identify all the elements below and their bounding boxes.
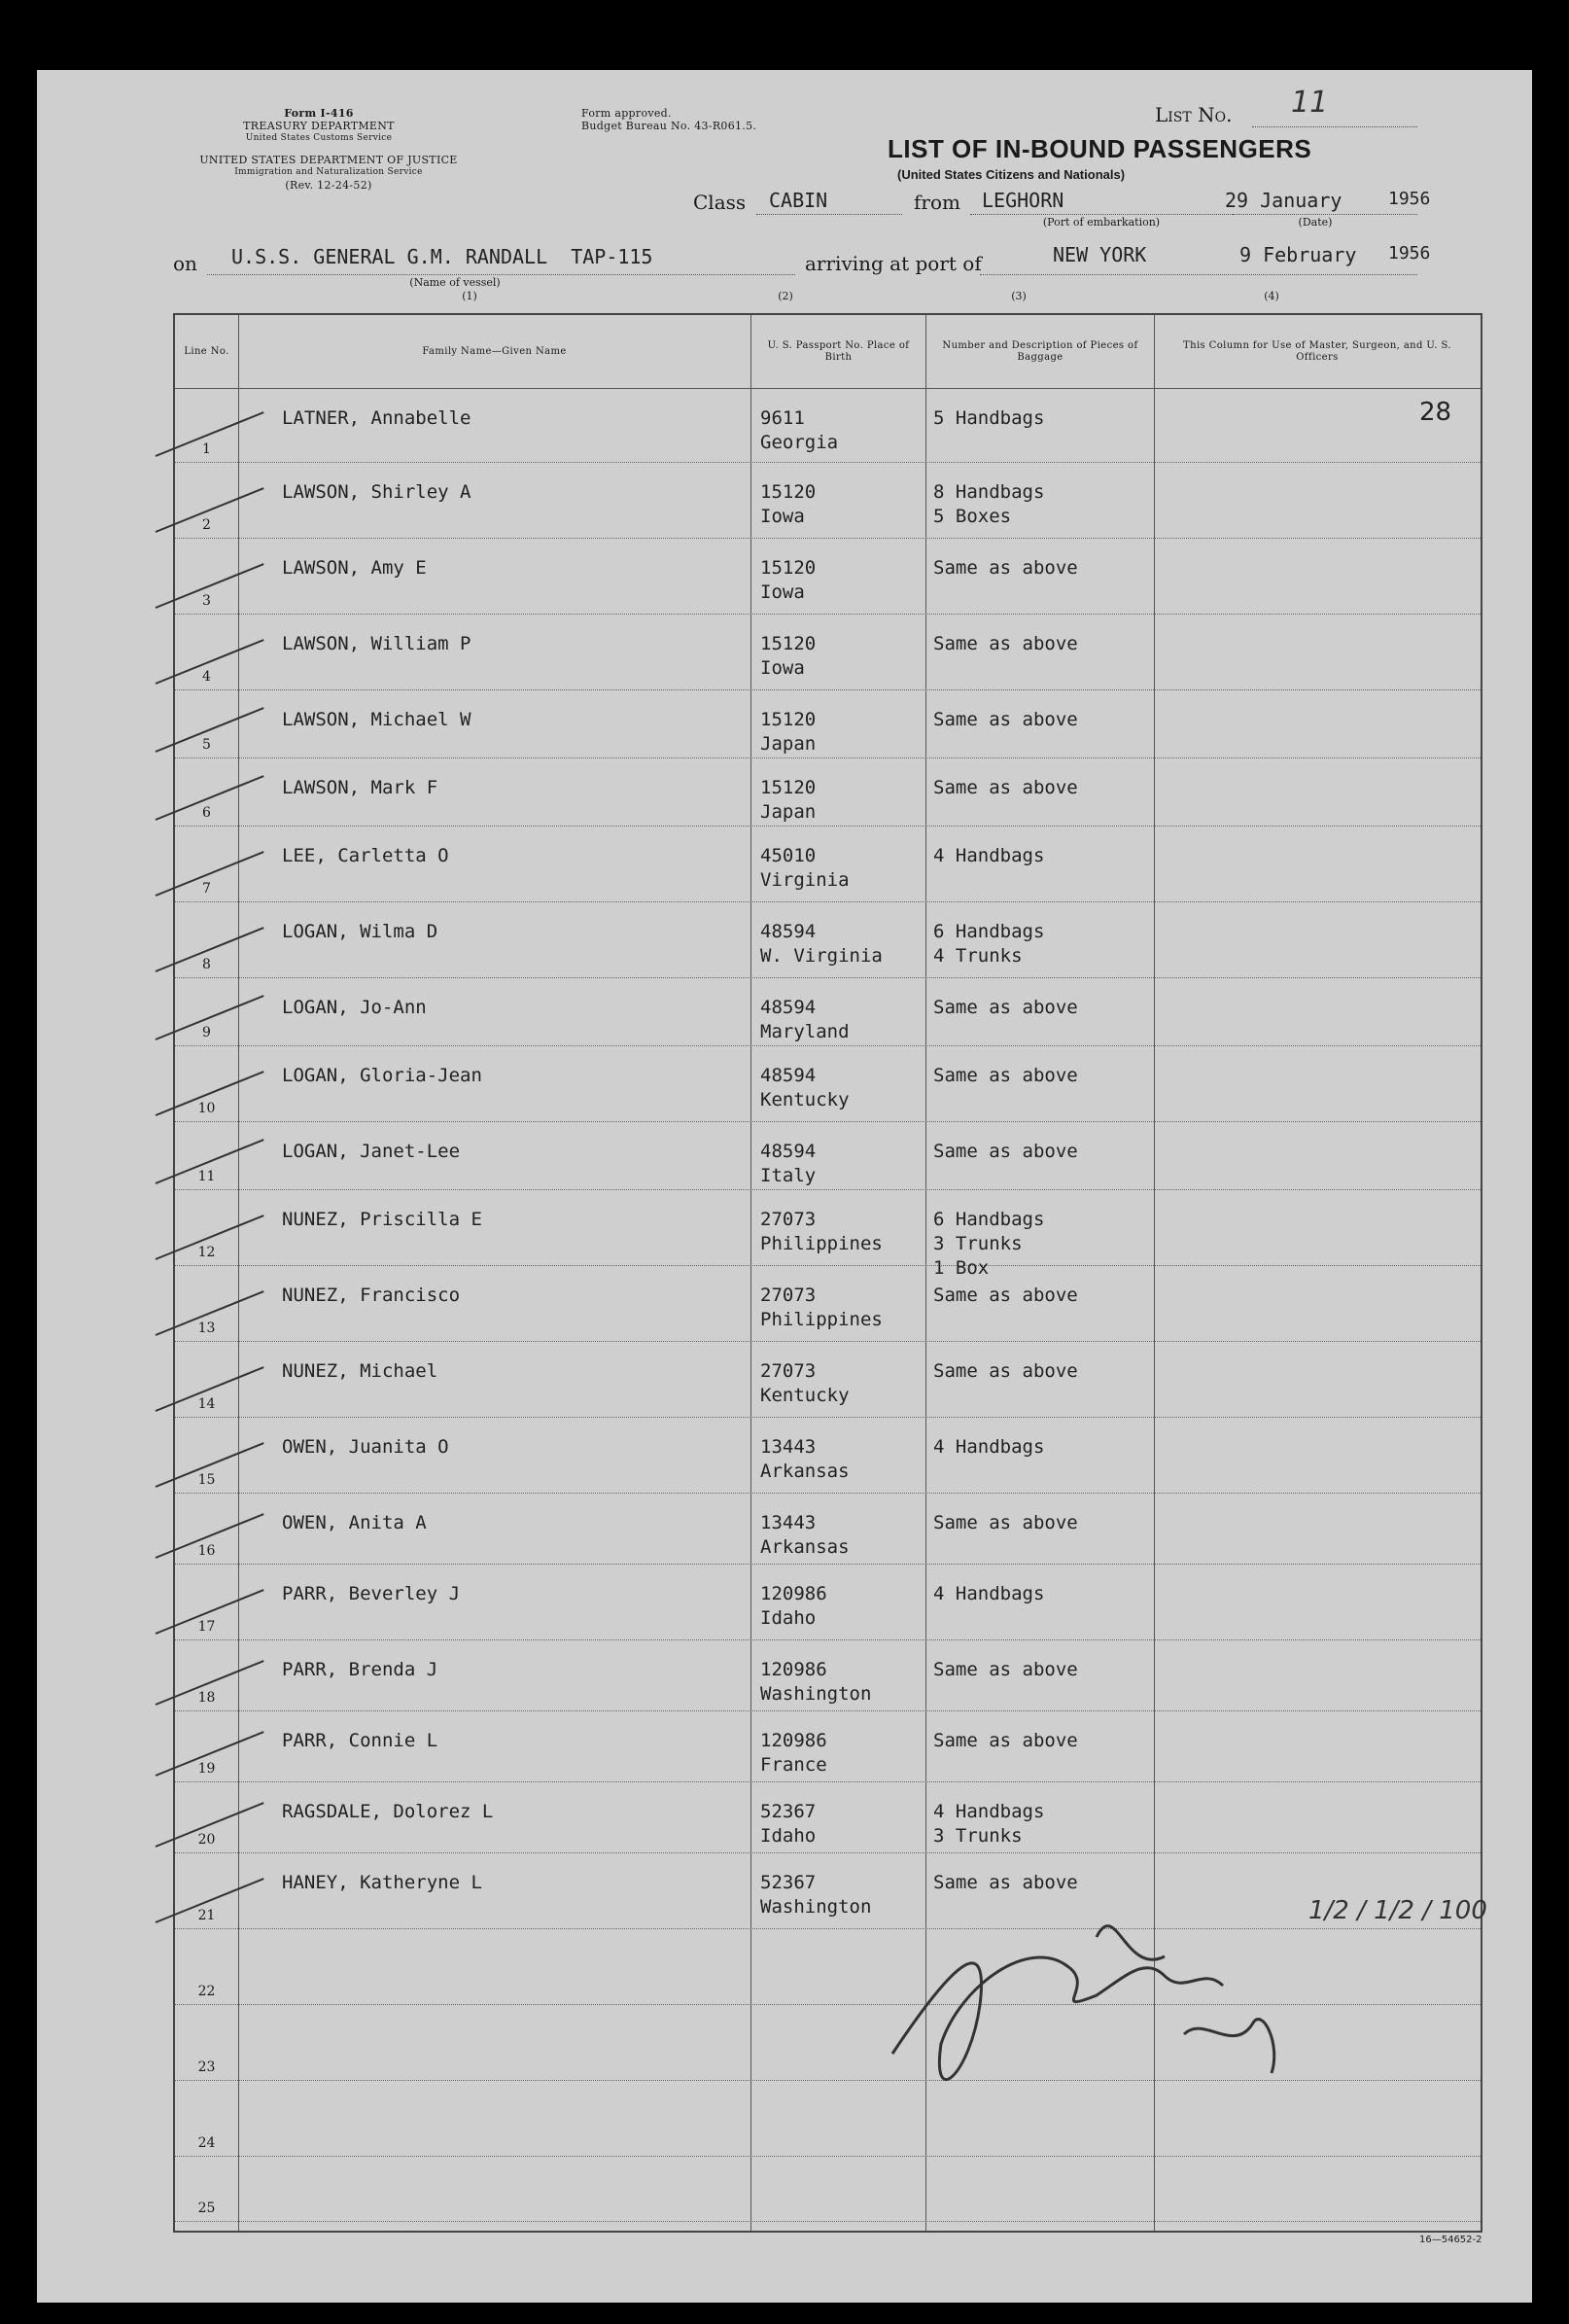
baggage-description: 4 Handbags	[933, 1436, 1045, 1458]
passport-number: 27073	[760, 1360, 817, 1382]
date-caption: (Date)	[1298, 216, 1333, 229]
vessel-caption: (Name of vessel)	[409, 276, 501, 289]
place-of-birth: Washington	[760, 1896, 872, 1918]
baggage-description: Same as above	[933, 1360, 1078, 1382]
line-number: 2	[202, 517, 211, 533]
place-of-birth: Kentucky	[760, 1089, 850, 1110]
passenger-name: OWEN, Juanita O	[282, 1436, 449, 1458]
table-row	[175, 1494, 1481, 1565]
baggage-description: Same as above	[933, 1141, 1078, 1162]
passenger-name: PARR, Brenda J	[282, 1659, 438, 1680]
baggage-description: Same as above	[933, 1659, 1078, 1680]
place-of-birth: Iowa	[760, 581, 805, 603]
customs-service: United States Customs Service	[245, 133, 393, 143]
line-number: 25	[197, 2201, 216, 2216]
passport-number: 15120	[760, 557, 817, 579]
baggage-description: Same as above	[933, 777, 1078, 798]
baggage-description: Same as above	[933, 633, 1078, 654]
passenger-name: LOGAN, Jo-Ann	[282, 997, 427, 1018]
from-label: from	[914, 191, 960, 214]
passport-number: 15120	[760, 709, 817, 730]
passport-number: 48594	[760, 1065, 817, 1086]
class-label: Class	[693, 191, 747, 214]
justice-dept: UNITED STATES DEPARTMENT OF JUSTICE	[199, 154, 458, 166]
header-line-no: Line No.	[184, 345, 229, 357]
line-number: 8	[202, 957, 211, 972]
on-label: on	[173, 252, 197, 275]
place-of-birth: Arkansas	[760, 1461, 850, 1482]
baggage-description: Same as above	[933, 1512, 1078, 1533]
line-number: 17	[197, 1619, 216, 1635]
col-num-3: (3)	[1011, 290, 1027, 302]
passport-number: 120986	[760, 1730, 827, 1751]
passport-number: 15120	[760, 633, 817, 654]
passenger-name: PARR, Connie L	[282, 1730, 438, 1751]
list-no-value: 11	[1291, 86, 1329, 120]
line-number: 14	[197, 1396, 216, 1412]
line-number: 19	[197, 1761, 216, 1777]
line-number: 16	[197, 1543, 216, 1559]
revision: (Rev. 12-24-52)	[285, 179, 372, 192]
place-of-birth: Virginia	[760, 869, 850, 891]
line-number: 4	[202, 669, 211, 685]
table-row	[175, 1266, 1481, 1342]
place-of-birth: Iowa	[760, 506, 805, 527]
header-officers: This Column for Use of Master, Surgeon, and U. S. Officers	[1183, 339, 1451, 363]
line-number: 6	[202, 805, 211, 821]
passenger-name: LAWSON, Amy E	[282, 557, 427, 579]
passenger-name: HANEY, Katheryne L	[282, 1872, 482, 1893]
baggage-description: Same as above	[933, 1872, 1078, 1893]
passenger-name: LOGAN, Janet-Lee	[282, 1141, 461, 1162]
passenger-name: LAWSON, Michael W	[282, 709, 471, 730]
baggage-description: 4 Handbags	[933, 845, 1045, 866]
place-of-birth: Idaho	[760, 1825, 817, 1847]
treasury-dept: TREASURY DEPARTMENT	[243, 120, 395, 132]
passenger-name: LOGAN, Gloria-Jean	[282, 1065, 482, 1086]
place-of-birth: Georgia	[760, 432, 839, 453]
table-row	[175, 1418, 1481, 1494]
passport-number: 48594	[760, 1141, 817, 1162]
ins-service: Immigration and Naturalization Service	[234, 167, 423, 177]
baggage-description: 6 Handbags 4 Trunks	[933, 921, 1045, 967]
header-passport: U. S. Passport No. Place of Birth	[767, 339, 910, 363]
line-number: 24	[197, 2135, 216, 2151]
signature	[873, 1820, 1456, 2112]
table-row	[175, 1046, 1481, 1122]
passport-number: 27073	[760, 1209, 817, 1230]
line-number: 15	[197, 1472, 216, 1488]
vessel-name: U.S.S. GENERAL G.M. RANDALL TAP-115	[231, 245, 653, 268]
arrival-port: NEW YORK	[1053, 243, 1147, 266]
baggage-description: 5 Handbags	[933, 407, 1045, 429]
baggage-description: Same as above	[933, 557, 1078, 579]
passport-number: 9611	[760, 407, 805, 429]
baggage-description: Same as above	[933, 997, 1078, 1018]
form-approved: Form approved.	[581, 107, 672, 120]
line-number: 21	[197, 1908, 216, 1923]
table-row	[175, 389, 1481, 463]
passport-number: 13443	[760, 1436, 817, 1458]
line-number: 22	[197, 1984, 216, 1999]
baggage-description: 6 Handbags 3 Trunks 1 Box	[933, 1209, 1045, 1279]
place-of-birth: Iowa	[760, 657, 805, 679]
arrival-year: 1956	[1388, 243, 1431, 264]
passenger-name: LEE, Carletta O	[282, 845, 449, 866]
line-number: 3	[202, 593, 211, 609]
passenger-name: NUNEZ, Priscilla E	[282, 1209, 482, 1230]
baggage-description: Same as above	[933, 1730, 1078, 1751]
departure-date: 29 January	[1225, 189, 1342, 212]
passenger-name: NUNEZ, Michael	[282, 1360, 438, 1382]
embark-caption: (Port of embarkation)	[1042, 216, 1161, 229]
officer-note: 28	[1419, 398, 1452, 427]
baggage-description: Same as above	[933, 1285, 1078, 1306]
table-row	[175, 1711, 1481, 1782]
arrival-date: 9 February	[1239, 243, 1357, 266]
col-num-2: (2)	[778, 290, 793, 302]
class-value: CABIN	[769, 189, 828, 212]
passport-number: 120986	[760, 1583, 827, 1604]
passport-number: 45010	[760, 845, 817, 866]
line-number: 7	[202, 881, 211, 897]
manifest-page	[37, 70, 1532, 2303]
place-of-birth: Maryland	[760, 1021, 850, 1042]
line-number: 18	[197, 1690, 216, 1706]
page-subtitle: (United States Citizens and Nationals)	[897, 167, 1126, 182]
place-of-birth: Washington	[760, 1683, 872, 1705]
line-number: 5	[202, 737, 211, 753]
baggage-description: 8 Handbags 5 Boxes	[933, 481, 1045, 527]
page-title: LIST OF IN-BOUND PASSENGERS	[888, 134, 1312, 163]
passenger-name: LAWSON, Shirley A	[282, 481, 471, 503]
place-of-birth: Kentucky	[760, 1385, 850, 1406]
place-of-birth: Italy	[760, 1165, 817, 1186]
passport-number: 27073	[760, 1285, 817, 1306]
header-baggage: Number and Description of Pieces of Baggage	[942, 339, 1138, 363]
baggage-description: Same as above	[933, 1065, 1078, 1086]
col-num-1: (1)	[462, 290, 477, 302]
table-row	[175, 1565, 1481, 1640]
table-row	[175, 1190, 1481, 1279]
passport-number: 15120	[760, 777, 817, 798]
line-number: 1	[202, 441, 211, 457]
line-number: 12	[197, 1245, 216, 1260]
line-number: 23	[197, 2060, 216, 2075]
table-row	[175, 690, 1481, 758]
baggage-description: 4 Handbags 3 Trunks	[933, 1801, 1045, 1847]
passenger-name: OWEN, Anita A	[282, 1512, 427, 1533]
header-name: Family Name—Given Name	[422, 345, 567, 357]
list-no-label: List No.	[1155, 103, 1233, 126]
line-number: 11	[197, 1169, 216, 1184]
passenger-name: PARR, Beverley J	[282, 1583, 461, 1604]
passport-number: 120986	[760, 1659, 827, 1680]
passport-number: 52367	[760, 1801, 817, 1822]
place-of-birth: Philippines	[760, 1309, 883, 1330]
place-of-birth: Philippines	[760, 1233, 883, 1254]
passenger-name: NUNEZ, Francisco	[282, 1285, 461, 1306]
form-number: Form I-416	[284, 107, 354, 120]
table-row	[175, 463, 1481, 539]
place-of-birth: Japan	[760, 733, 817, 755]
passenger-name: LAWSON, William P	[282, 633, 471, 654]
departure-year: 1956	[1388, 189, 1431, 209]
table-row	[175, 827, 1481, 902]
place-of-birth: Idaho	[760, 1607, 817, 1629]
baggage-description: 4 Handbags	[933, 1583, 1045, 1604]
passenger-name: RAGSDALE, Dolorez L	[282, 1801, 494, 1822]
passport-number: 15120	[760, 481, 817, 503]
line-number: 10	[197, 1101, 216, 1116]
from-value: LEGHORN	[982, 189, 1064, 212]
passport-number: 13443	[760, 1512, 817, 1533]
arriving-label: arriving at port of	[805, 252, 982, 275]
table-row	[175, 1640, 1481, 1711]
budget-bureau: Budget Bureau No. 43-R061.5.	[581, 120, 757, 132]
line-number: 9	[202, 1025, 211, 1040]
footer-code: 16—54652-2	[1419, 2235, 1482, 2245]
table-row	[175, 539, 1481, 615]
table-row	[175, 1342, 1481, 1418]
col-num-4: (4)	[1264, 290, 1279, 302]
passport-number: 52367	[760, 1872, 817, 1893]
place-of-birth: Japan	[760, 801, 817, 823]
table-row	[175, 1122, 1481, 1190]
table-row	[175, 615, 1481, 690]
place-of-birth: W. Virginia	[760, 945, 883, 967]
passenger-name: LATNER, Annabelle	[282, 407, 471, 429]
table-row	[175, 2157, 1481, 2222]
line-number: 20	[197, 1832, 216, 1848]
table-row	[175, 758, 1481, 827]
passenger-name: LOGAN, Wilma D	[282, 921, 438, 942]
line-number: 13	[197, 1320, 216, 1336]
passport-number: 48594	[760, 997, 817, 1018]
baggage-description: Same as above	[933, 709, 1078, 730]
passport-number: 48594	[760, 921, 817, 942]
passenger-name: LAWSON, Mark F	[282, 777, 438, 798]
place-of-birth: France	[760, 1754, 827, 1776]
table-row	[175, 902, 1481, 978]
place-of-birth: Arkansas	[760, 1536, 850, 1558]
fraction-note: 1/2 / 1/2 / 100	[1308, 1896, 1487, 1925]
table-row	[175, 978, 1481, 1046]
